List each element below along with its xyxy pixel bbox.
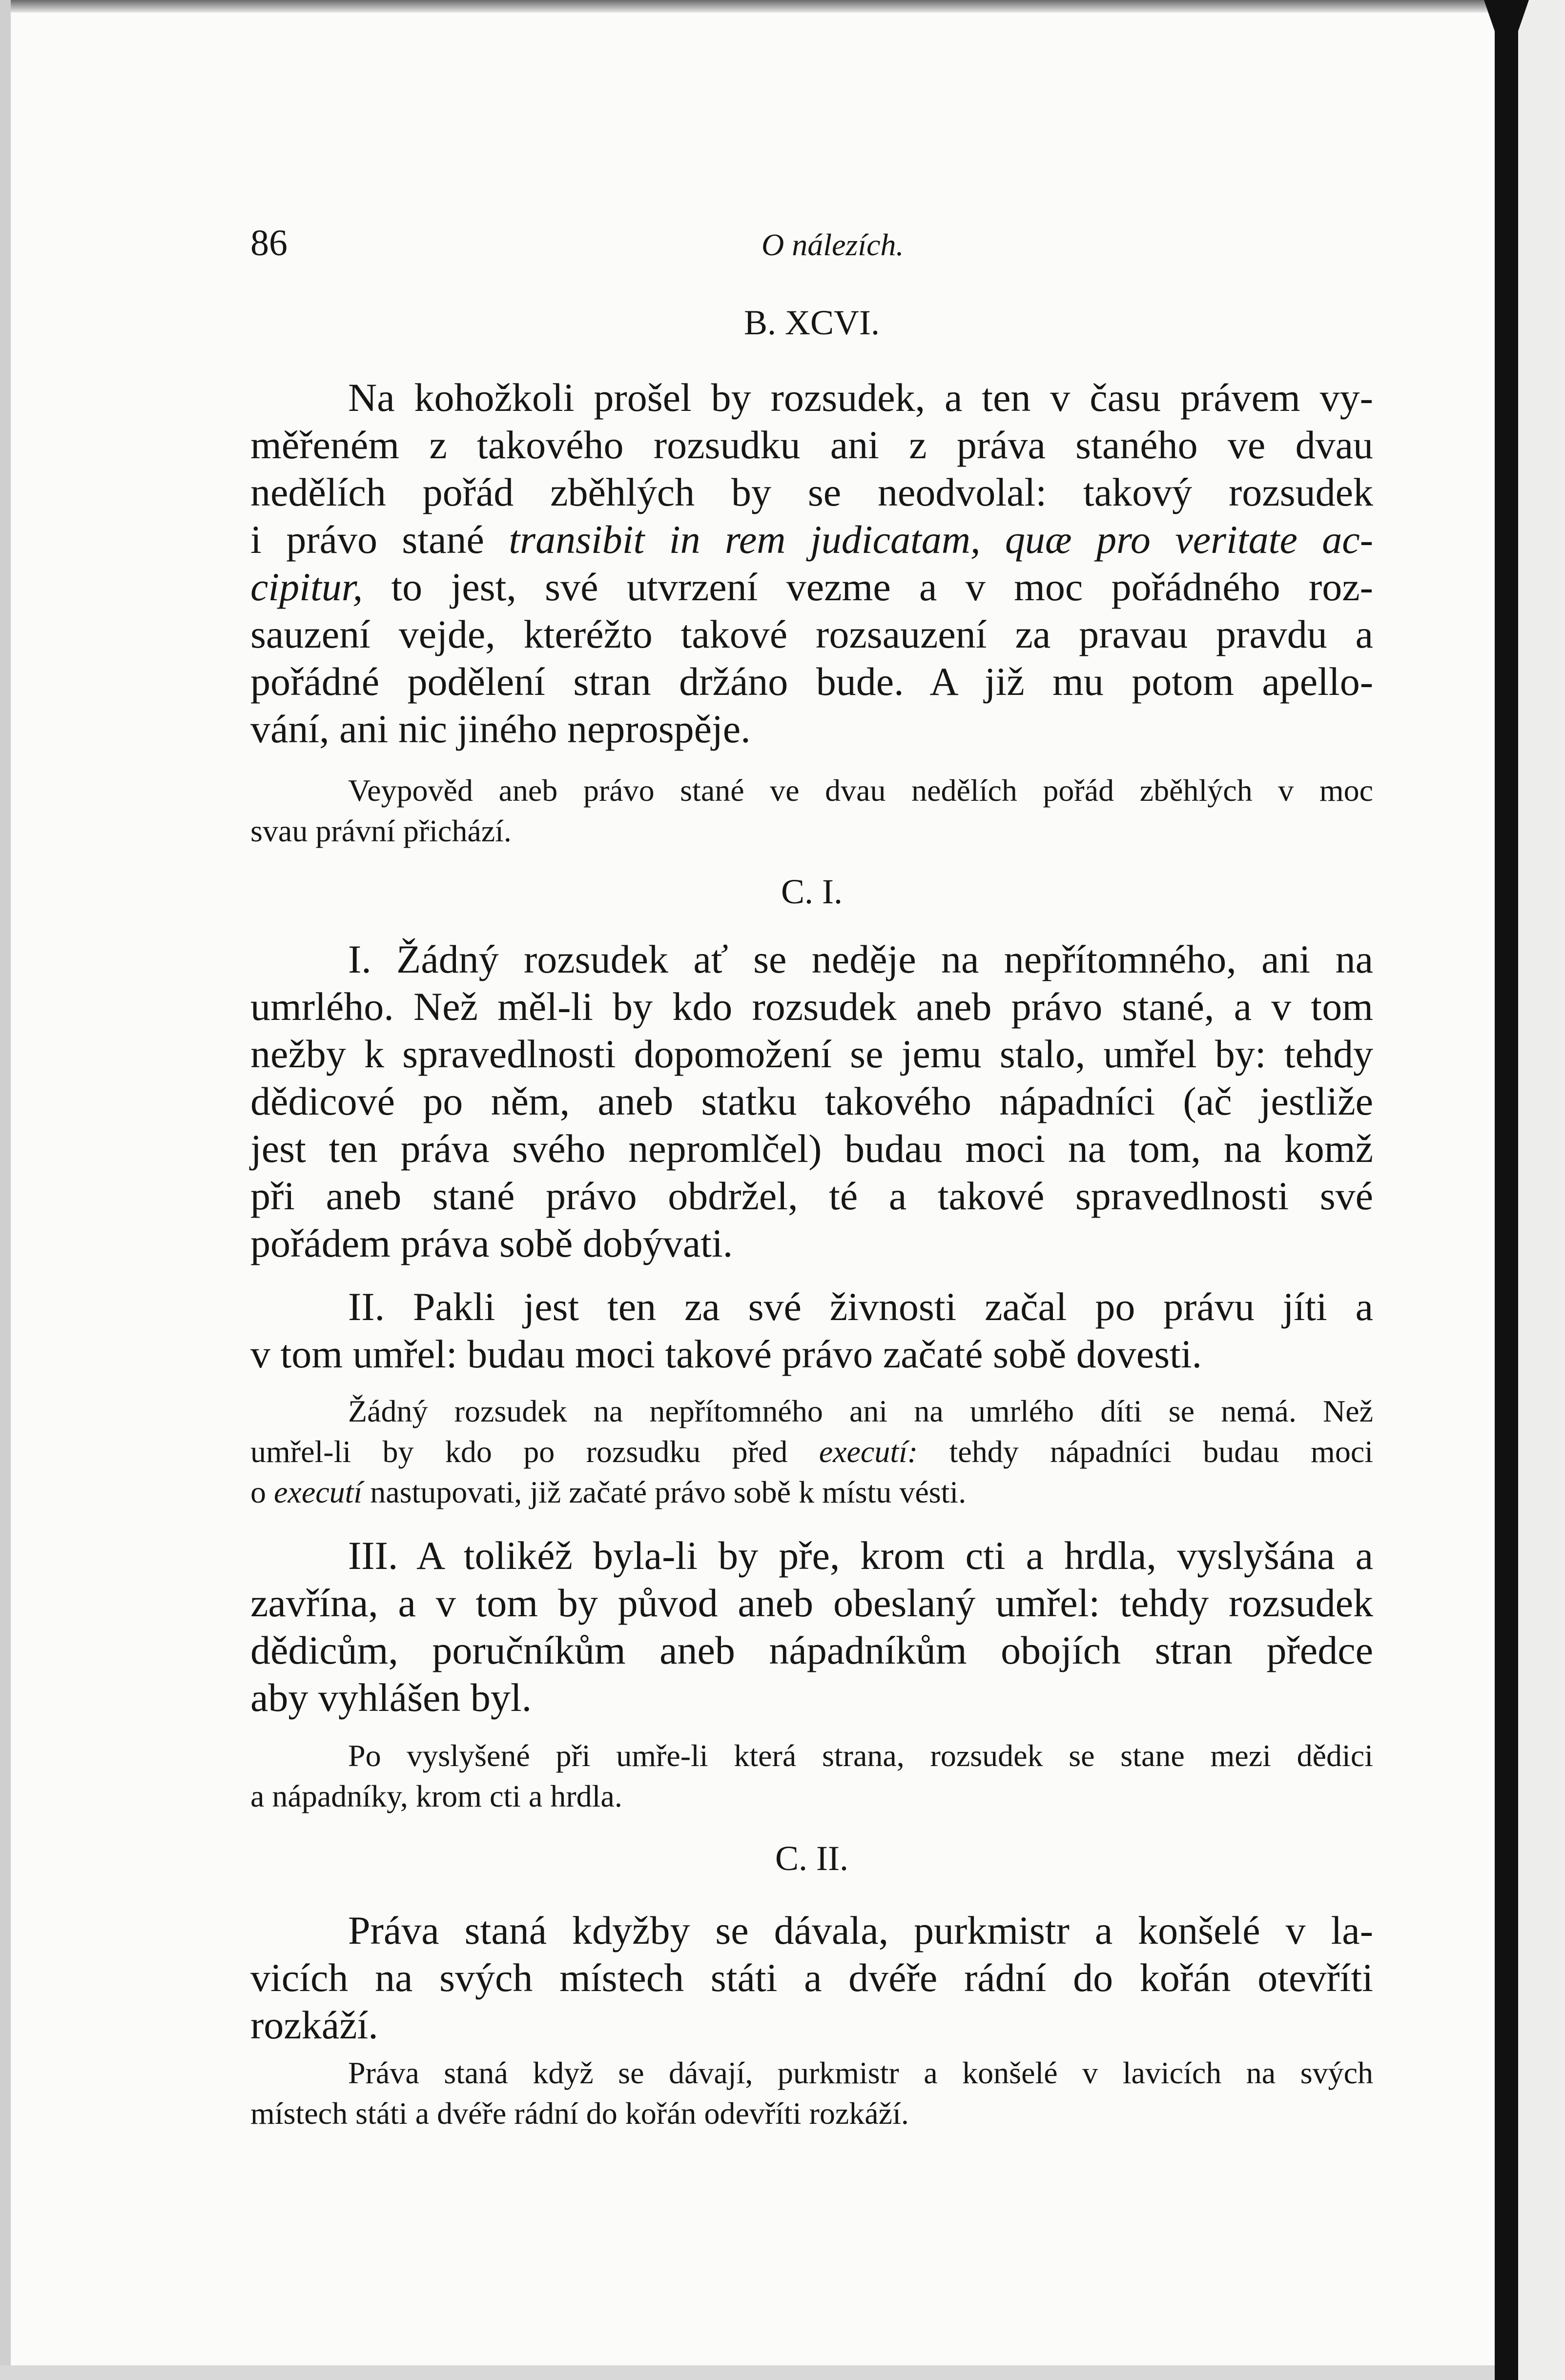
text-line <box>250 1735 1373 1776</box>
text-run: nedělích pořád zběhlých by se neodvolal: takový rozsudek <box>250 470 1373 514</box>
text-line <box>250 421 1373 468</box>
text-run: Žádný rozsudek na nepřítomného ani na umrlého díti se nemá. Než <box>348 1394 1373 1428</box>
text-line <box>250 1627 1373 1674</box>
section-heading: C. I. <box>781 872 843 911</box>
scan-bottom-edge <box>0 2365 1565 2380</box>
text-line <box>250 2053 1373 2093</box>
paragraph <box>250 936 1373 1267</box>
paragraph <box>250 1283 1373 1378</box>
text-run: Práva staná když se dávají, purkmistr a konšelé v lavicích na svých <box>348 2055 1373 2090</box>
text-run: o <box>250 1475 274 1509</box>
text-run: rozkáží. <box>250 2003 378 2047</box>
text-line <box>250 811 1373 851</box>
text-line <box>250 936 1373 983</box>
text-line <box>250 983 1373 1030</box>
text-line <box>250 468 1373 516</box>
text-run: I. Žádný rozsudek ať se neděje na nepřítomného, ani na <box>348 937 1373 981</box>
text-line <box>250 1030 1373 1078</box>
scan-right-margin <box>1518 0 1565 2380</box>
section-heading: B. XCVI. <box>743 303 880 342</box>
latin-italic-text: executí <box>274 1475 363 1509</box>
text-line <box>250 1172 1373 1220</box>
text-run: aby vyhlášen byl. <box>250 1675 532 1720</box>
text-line <box>250 1674 1373 1721</box>
text-line <box>250 516 1373 563</box>
text-run: zavřína, a v tom by původ aneb obeslaný umřel: tehdy rozsudek <box>250 1581 1373 1625</box>
section-heading: C. II. <box>775 1839 848 1878</box>
text-run: dědicům, poručníkům aneb nápadníkům obojích stran předce <box>250 1628 1373 1672</box>
scan-top-edge <box>0 0 1565 13</box>
marginal-summary <box>250 1391 1373 1512</box>
text-run: jest ten práva svého nepromlčel) budau moci na tom, na komž <box>250 1126 1373 1171</box>
text-line <box>250 1954 1373 2001</box>
paragraph <box>250 1907 1373 2049</box>
latin-italic-text: executí: <box>819 1434 918 1469</box>
text-line <box>250 1391 1373 1431</box>
text-run: nastupovati, již začaté právo sobě k místu vésti. <box>362 1475 967 1509</box>
text-line <box>250 1431 1373 1472</box>
latin-italic-text: cipitur, <box>250 565 363 609</box>
text-run: a nápadníky, krom cti a hrdla. <box>250 1779 622 1813</box>
text-line <box>250 1125 1373 1172</box>
text-line <box>250 705 1373 753</box>
text-run: vání, ani nic jiného neprospěje. <box>250 707 751 751</box>
marginal-summary <box>250 770 1373 851</box>
text-line <box>250 610 1373 658</box>
text-run: místech státi a dvéře rádní do kořán odevříti rozkáží. <box>250 2096 909 2131</box>
text-run: při aneb stané právo obdržel, té a takové spravedlnosti své <box>250 1174 1373 1218</box>
latin-italic-text: transibit in rem judicatam, quæ pro veritate ac- <box>509 517 1374 562</box>
text-line <box>250 1283 1373 1330</box>
text-line <box>250 770 1373 811</box>
text-run: II. Pakli jest ten za své živnosti začal po právu jíti a <box>348 1284 1373 1329</box>
text-line <box>250 658 1373 705</box>
page-number: 86 <box>250 223 288 264</box>
text-run: Na kohožkoli prošel by rozsudek, a ten v času právem vy- <box>348 375 1373 420</box>
text-line <box>250 2093 1373 2134</box>
text-run: měřeném z takového rozsudku ani z práva staného ve dvau <box>250 423 1373 467</box>
text-run: v tom umřel: budau moci takové právo začaté sobě dovesti. <box>250 1332 1202 1376</box>
book-binding-edge <box>1495 0 1518 2380</box>
scan-left-edge <box>0 0 11 2380</box>
text-run: sauzení vejde, kteréžto takové rozsauzení za pravau pravdu a <box>250 612 1373 656</box>
text-line <box>250 1579 1373 1627</box>
text-line <box>250 1776 1373 1816</box>
marginal-summary <box>250 2053 1373 2134</box>
text-run: svau právní přichází. <box>250 814 512 848</box>
text-run: pořádné podělení stran držáno bude. A již mu potom apello- <box>250 659 1373 704</box>
text-line <box>250 2001 1373 2049</box>
text-run: nežby k spravedlnosti dopomožení se jemu stalo, umřel by: tehdy <box>250 1032 1373 1076</box>
text-line <box>250 1472 1373 1512</box>
text-line <box>250 374 1373 421</box>
text-line <box>250 1220 1373 1267</box>
text-run: umrlého. Než měl-li by kdo rozsudek aneb právo stané, a v tom <box>250 984 1373 1029</box>
text-run: pořádem práva sobě dobývati. <box>250 1221 733 1265</box>
text-run: Po vyslyšené při umře-li která strana, rozsudek se stane mezi dědici <box>348 1738 1373 1773</box>
text-run: III. A tolikéž byla-li by pře, krom cti a hrdla, vyslyšána a <box>348 1533 1373 1578</box>
paragraph <box>250 374 1373 753</box>
text-run: umřel-li by kdo po rozsudku před <box>250 1434 819 1469</box>
text-run: to jest, své utvrzení vezme a v moc pořádného roz- <box>363 565 1373 609</box>
text-run: tehdy nápadníci budau moci <box>918 1434 1374 1469</box>
text-line <box>250 563 1373 610</box>
marginal-summary <box>250 1735 1373 1816</box>
text-line <box>250 1532 1373 1579</box>
text-line <box>250 1078 1373 1125</box>
text-line <box>250 1330 1373 1378</box>
text-line <box>250 1907 1373 1954</box>
text-run: Veypověd aneb právo stané ve dvau nedělích pořád zběhlých v moc <box>348 773 1373 808</box>
running-title: O nálezích. <box>762 227 904 262</box>
text-run: Práva staná kdyžby se dávala, purkmistr a konšelé v la- <box>348 1908 1373 1953</box>
paragraph <box>250 1532 1373 1721</box>
text-run: vicích na svých místech státi a dvéře rádní do kořán otevříti <box>250 1955 1373 2000</box>
text-run: i právo stané <box>250 517 509 562</box>
text-run: dědicové po něm, aneb statku takového nápadníci (ač jestliže <box>250 1079 1373 1123</box>
